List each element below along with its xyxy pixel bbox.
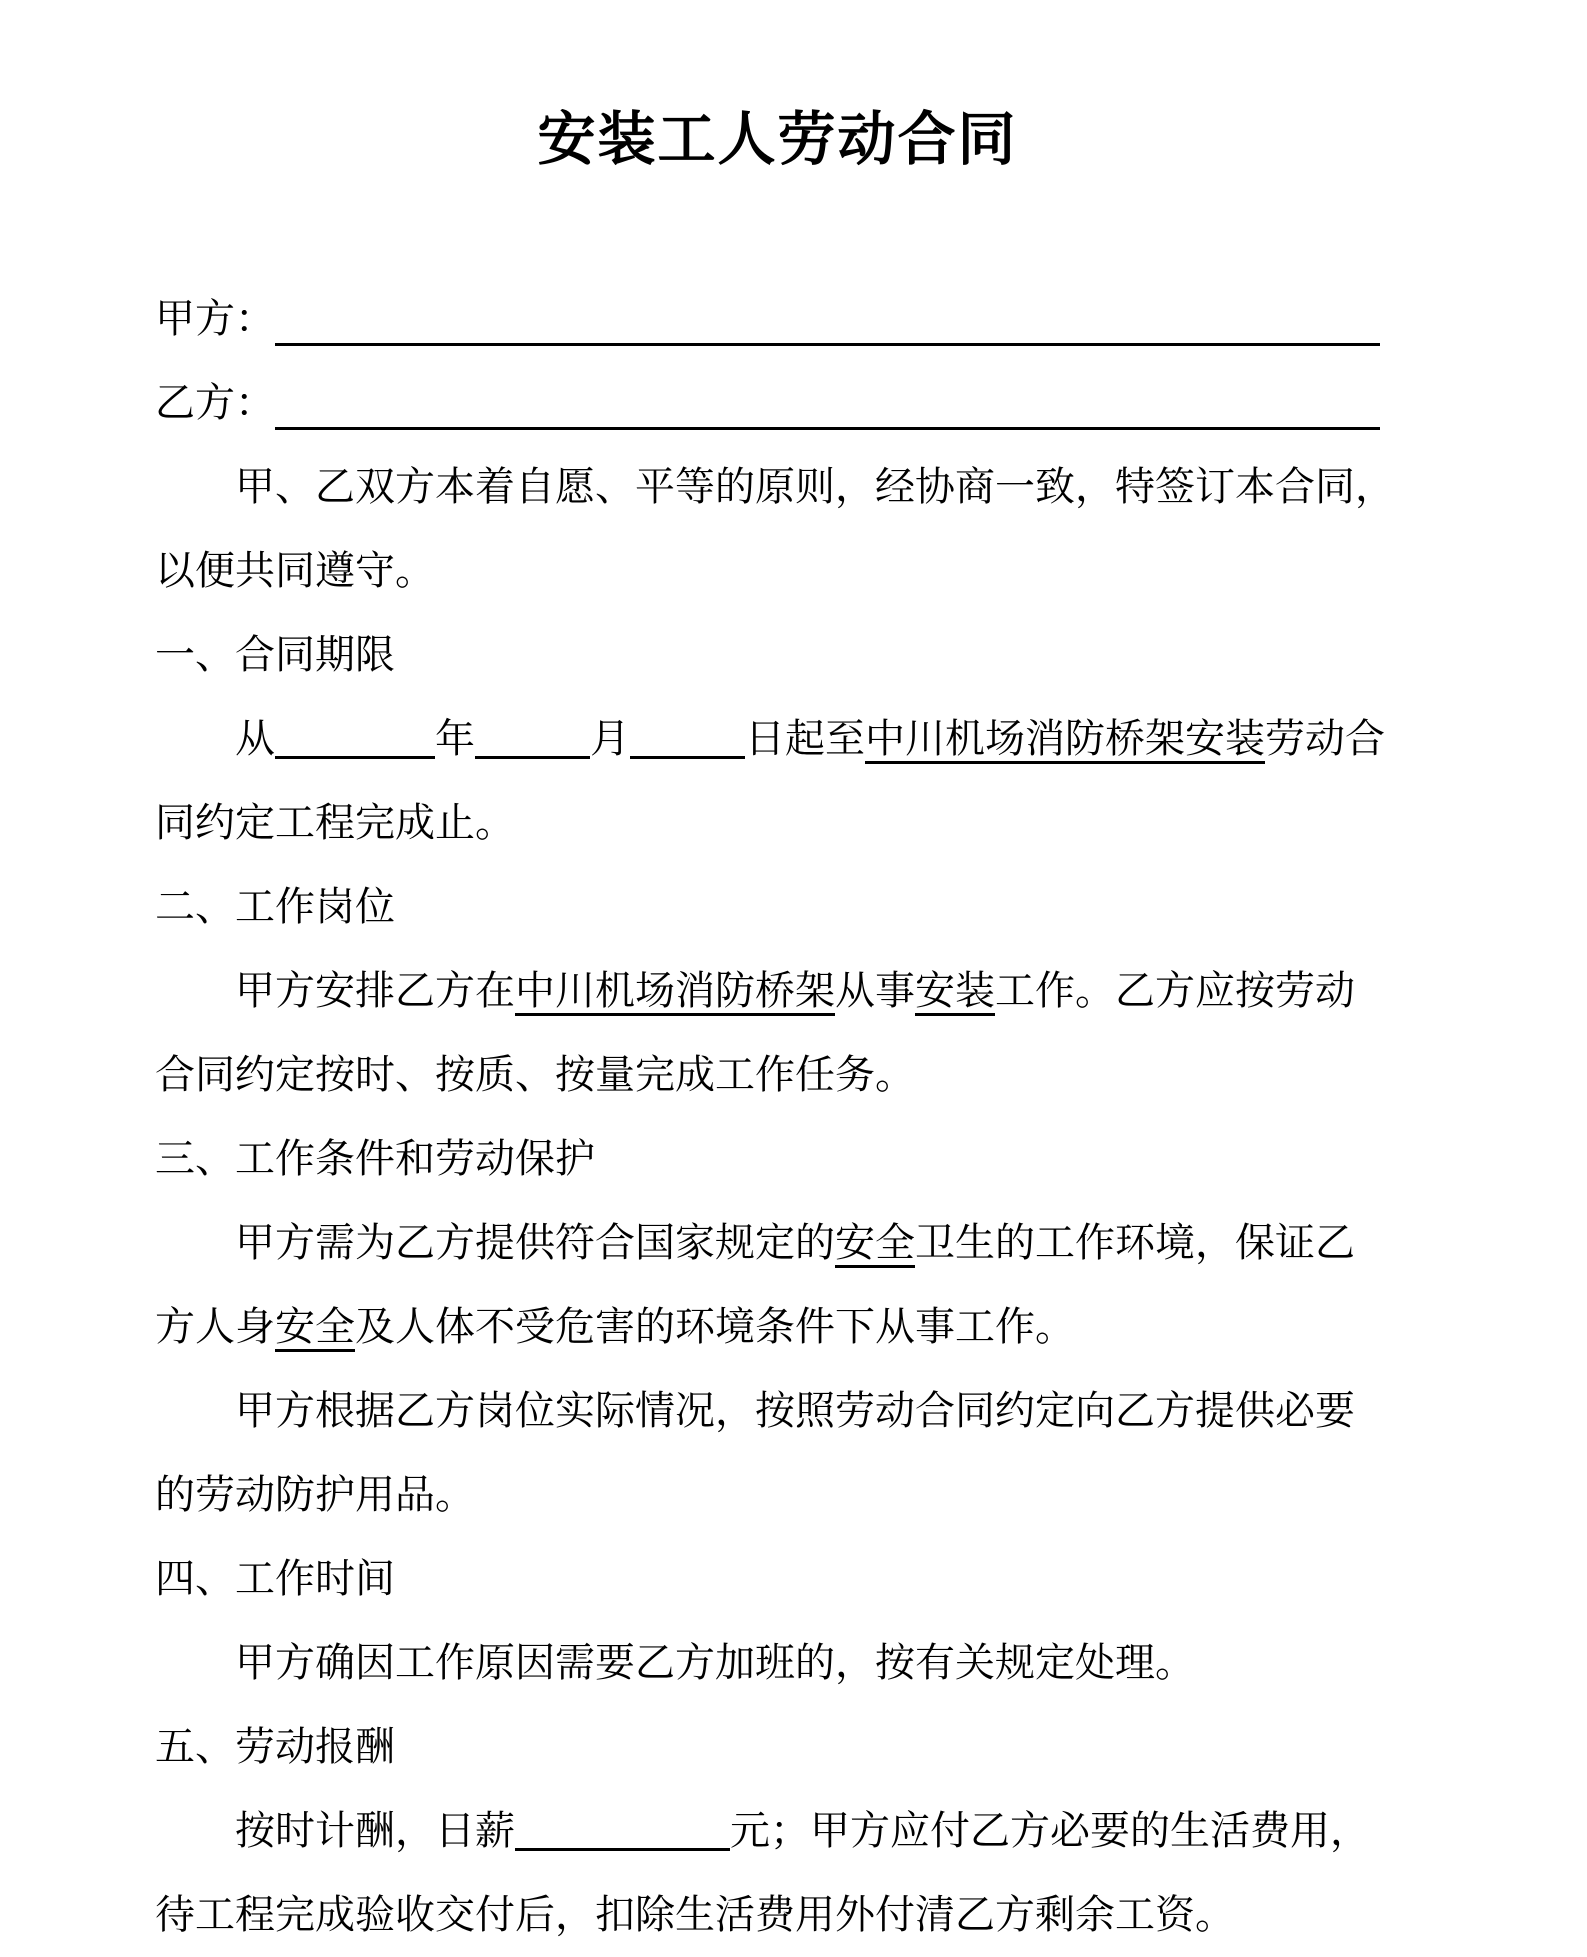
preamble-text-2: 以便共同遵守。	[155, 548, 435, 593]
preamble-text-1: 甲、乙双方本着自愿、平等的原则，经协商一致，特签订本合同，	[235, 464, 1395, 509]
work-text-1: 甲方安排乙方在	[235, 968, 515, 1013]
term-day-label: 日起至	[745, 716, 865, 761]
document-title: 安装工人劳动合同	[537, 107, 1018, 172]
pay-salary-blank[interactable]	[515, 1848, 730, 1851]
term-tail-1: 劳动合	[1265, 716, 1385, 761]
safety-text-3: 方人身	[155, 1304, 275, 1349]
protection-text-1: 甲方根据乙方岗位实际情况，按照劳动合同约定向乙方提供必要	[235, 1388, 1355, 1433]
party-a-row	[155, 277, 1400, 361]
term-year-label: 年	[435, 716, 475, 761]
work-text-2: 从事	[835, 968, 915, 1013]
party-a-blank[interactable]	[275, 343, 1380, 346]
work-job-underlined: 安装	[915, 968, 995, 1013]
pay-text-1: 按时计酬，日薪	[235, 1808, 515, 1853]
term-month-blank[interactable]	[475, 756, 590, 759]
work-text-4: 合同约定按时、按质、按量完成工作任务。	[155, 1052, 915, 1097]
section-5-line-2	[155, 1873, 1400, 1957]
term-day-blank[interactable]	[630, 756, 745, 759]
protection-text-2: 的劳动防护用品。	[155, 1472, 475, 1517]
safety-underlined-1: 安全	[835, 1220, 915, 1265]
section-1-heading: 一、合同期限	[155, 632, 395, 677]
section-3-line-1	[155, 1201, 1400, 1285]
term-month-label: 月	[590, 716, 630, 761]
section-4-heading: 四、工作时间	[155, 1556, 395, 1601]
section-3-line-4	[155, 1453, 1400, 1537]
section-5-line-1	[155, 1789, 1400, 1873]
section-1-term-line-2	[155, 781, 1400, 865]
term-prefix: 从	[235, 716, 275, 761]
work-site-underlined: 中川机场消防桥架	[515, 968, 835, 1013]
safety-underlined-2: 安全	[275, 1304, 355, 1349]
party-b-blank[interactable]	[275, 427, 1380, 430]
safety-text-2: 卫生的工作环境，保证乙	[915, 1220, 1355, 1265]
party-b-label: 乙方：	[155, 380, 275, 425]
section-3-heading: 三、工作条件和劳动保护	[155, 1136, 595, 1181]
preamble-line-2	[155, 529, 1400, 613]
party-b-row	[155, 361, 1400, 445]
pay-text-3: 待工程完成验收交付后，扣除生活费用外付清乙方剩余工资。	[155, 1892, 1235, 1937]
party-a-label: 甲方：	[155, 296, 275, 341]
section-5-heading: 五、劳动报酬	[155, 1724, 395, 1769]
work-text-3: 工作。乙方应按劳动	[995, 968, 1355, 1013]
worktime-text: 甲方确因工作原因需要乙方加班的，按有关规定处理。	[235, 1640, 1195, 1685]
section-2-line-2	[155, 1033, 1400, 1117]
term-tail-2: 同约定工程完成止。	[155, 800, 515, 845]
section-3-line-3	[155, 1369, 1400, 1453]
pay-text-2: 元；甲方应付乙方必要的生活费用，	[730, 1808, 1370, 1853]
section-2-heading: 二、工作岗位	[155, 884, 395, 929]
safety-text-4: 及人体不受危害的环境条件下从事工作。	[355, 1304, 1075, 1349]
section-2-line-1	[155, 949, 1400, 1033]
section-3-line-2	[155, 1285, 1400, 1369]
term-project-underlined: 中川机场消防桥架安装	[865, 716, 1265, 761]
safety-text-1: 甲方需为乙方提供符合国家规定的	[235, 1220, 835, 1265]
preamble-line-1	[155, 445, 1400, 529]
section-4-line-1	[155, 1621, 1400, 1705]
term-year-blank[interactable]	[275, 756, 435, 759]
section-1-term-line-1	[155, 697, 1400, 781]
